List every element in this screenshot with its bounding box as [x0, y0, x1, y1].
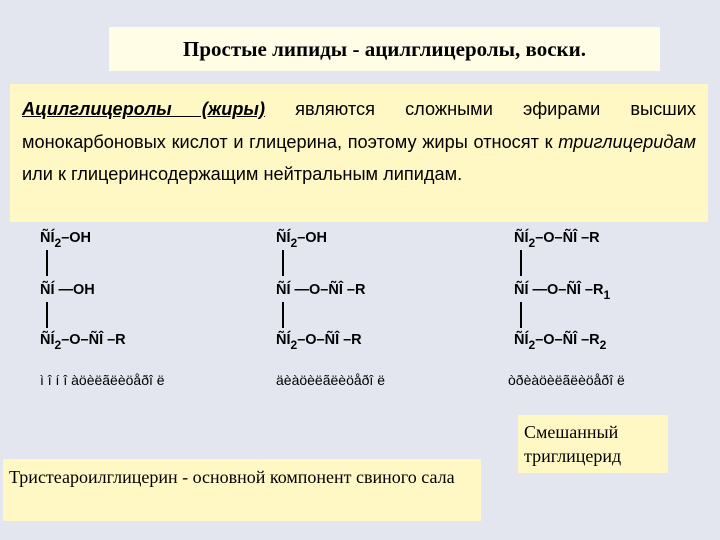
bond-line [282, 302, 284, 328]
mixed-triglyceride-note: Смешанный триглицерид [518, 415, 668, 473]
tristearoylglycerol-note: Тристеароилглицерин - основной компонент свиного сала [3, 459, 481, 521]
bond-line [520, 250, 522, 276]
term-acylglycerols: Ацилглицеролы (жиры) [22, 99, 266, 119]
formula-triacylglycerol [514, 230, 714, 360]
caption-monoacylglycerol: ì î í î àöèëãëèöåðî ë [40, 372, 165, 388]
caption-triacylglycerol: òðèàöèëãëèöåðî ë [508, 372, 625, 388]
formula-row: $ÑÍ_2-O-ÑÎ$ –R [514, 230, 600, 250]
formula-row: $ÑÍ_2-O-ÑÎ$ –R [40, 332, 126, 352]
formula-row: ÑÍ —OH [40, 282, 95, 298]
intro-paragraph [10, 84, 708, 222]
formula-diacylglycerol [276, 230, 476, 360]
intro-text-2: или к глицеринсодержащим нейтральным липидам. [22, 164, 463, 184]
intro-text-1: являются сложными эфирами высших монокарбоновых кислот и глицерина, поэтому жиры относят к [22, 99, 697, 152]
bond-line [282, 250, 284, 276]
formula-row: ÑÍ —O–ÑÎ $-R_1$ [514, 282, 611, 302]
caption-diacylglycerol: äèàöèëãëèöåðî ë [276, 372, 385, 388]
formula-row: ÑÍ —O–ÑÎ –R [276, 282, 366, 298]
formula-row: $ÑÍ_2-O-ÑÎ$ –R [276, 332, 362, 352]
bond-line [46, 302, 48, 328]
slide-title: Простые липиды - ацилглицеролы, воски. [109, 27, 660, 71]
formula-row: $ÑÍ_2-O-ÑÎ$ $-R_2$ [514, 332, 607, 352]
formula-monoacylglycerol [40, 230, 240, 360]
formula-row: $ÑÍ_2-OH$ [40, 230, 92, 250]
bond-line [46, 250, 48, 276]
bond-line [520, 302, 522, 328]
formula-row: $ÑÍ_2-OH$ [276, 230, 328, 250]
term-triglycerides: триглицеридам [558, 131, 696, 152]
